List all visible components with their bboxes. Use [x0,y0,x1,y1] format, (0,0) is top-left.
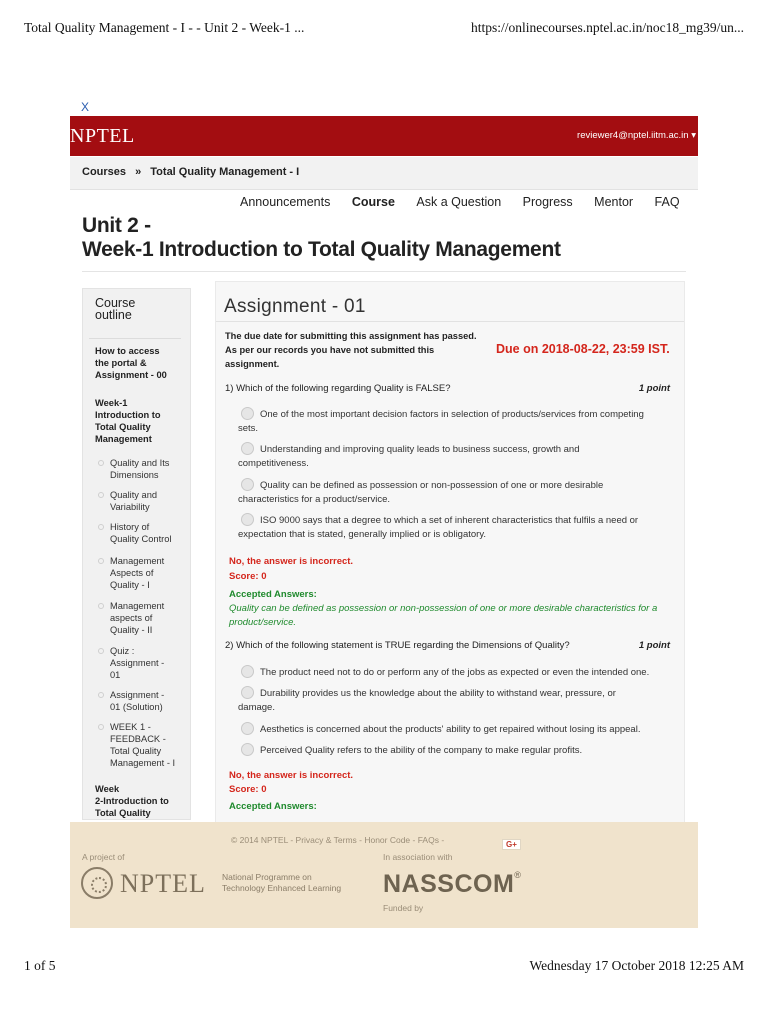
sidebar-item-quiz-assignment-01[interactable]: Quiz : Assignment - 01 [98,645,186,681]
course-outline-sidebar [82,288,191,820]
unit-title-line-2: Week-1 Introduction to Total Quality Management [82,238,561,261]
sidebar-section-how-to-access[interactable]: How to access the portal & Assignment - 00 [95,346,167,380]
footer-links[interactable]: © 2014 NPTEL - Privacy & Terms - Honor Code - FAQs - [231,835,445,845]
print-page-number: 1 of 5 [24,958,56,973]
sidebar-item-management-aspects-1[interactable]: Management Aspects of Quality - I [98,555,186,591]
print-datetime: Wednesday 17 October 2018 12:25 AM [529,958,744,973]
sidebar-item-quality-dimensions[interactable]: Quality and Its Dimensions [98,457,186,481]
radio-button[interactable] [241,686,254,699]
print-page-title: Total Quality Management - I - - Unit 2 - Week-1 ... [24,20,305,35]
question-2-points: 1 point [638,640,670,651]
assignment-divider [216,321,685,322]
question-2-score: Score: 0 [229,784,267,795]
assignment-panel [215,281,685,826]
print-page-url: https://onlinecourses.nptel.ac.in/noc18_mg39/un... [471,20,744,35]
question-1-option-3[interactable]: Quality can be defined as possession or non-possession of one or more desirable characteristics for a product/service. [238,480,604,505]
question-1-score: Score: 0 [229,571,267,582]
status-circle-icon [98,524,104,530]
unit-title-line-1: Unit 2 - [82,214,151,237]
sidebar-item-quality-variability[interactable]: Quality and Variability [98,489,186,513]
radio-button[interactable] [241,743,254,756]
status-circle-icon [98,648,104,654]
page-title [82,214,692,262]
title-divider [82,271,686,272]
breadcrumb [70,157,698,190]
nptel-logo[interactable]: NPTEL [70,125,135,147]
breadcrumb-current-course[interactable]: Total Quality Management - I [150,166,300,178]
radio-button[interactable] [241,722,254,735]
status-circle-icon [98,724,104,730]
question-1-points: 1 point [638,383,670,394]
question-2-accepted-label: Accepted Answers: [229,801,317,812]
breadcrumb-courses-link[interactable]: Courses [82,166,127,178]
breadcrumb-separator: » [135,166,142,178]
google-plus-icon[interactable]: G+ [502,839,521,850]
sidebar-item-history-quality-control[interactable]: History of Quality Control [98,521,186,545]
sidebar-divider [89,338,181,339]
nav-progress[interactable]: Progress [522,195,573,209]
user-menu[interactable]: reviewer4@nptel.iitm.ac.in ▾ [577,130,696,141]
question-2-option-2[interactable]: Durability provides us the knowledge about the ability to withstand wear, pressure, or damage. [238,688,616,713]
status-circle-icon [98,603,104,609]
question-1-option-1[interactable]: One of the most important decision factors in selection of products/services from competing sets. [238,409,644,434]
sidebar-item-week-1-feedback[interactable]: WEEK 1 - FEEDBACK - Total Quality Management - I [98,721,186,769]
status-circle-icon [98,460,104,466]
nptel-tagline: National Programme on Technology Enhanced Learning [222,872,342,893]
question-2-result: No, the answer is incorrect. [229,770,354,781]
sidebar-section-week-2[interactable]: Week 2-Introduction to Total Quality [95,784,169,818]
status-circle-icon [98,492,104,498]
print-footer [24,958,744,976]
question-2-option-1[interactable]: The product need not to do or perform any of the jobs as expected or even the intended one. [238,665,685,680]
question-1-accepted-label: Accepted Answers: [229,589,317,600]
nav-announcements[interactable]: Announcements [240,195,331,209]
radio-button[interactable] [241,665,254,678]
nav-mentor[interactable]: Mentor [594,195,634,209]
nav-faq[interactable]: FAQ [654,195,680,209]
sidebar-section-week-1[interactable]: Week-1 Introduction to Total Quality Management [95,398,161,444]
question-1-option-4[interactable]: ISO 9000 says that a degree to which a set of inherent characteristics that fulfils a need or expectation that is stated, generally implied or is obligatory. [238,515,639,540]
close-link[interactable]: X [81,100,90,114]
question-1-option-2[interactable]: Understanding and improving quality leads to business success, growth and competitiveness. [238,444,580,469]
radio-button[interactable] [241,407,254,420]
course-nav [240,195,698,209]
footer-nptel-logo: NPTEL [120,869,206,898]
course-outline-heading: Course outline [95,296,136,322]
status-circle-icon [98,692,104,698]
nptel-emblem-icon [81,867,113,899]
top-navbar [70,116,698,156]
sidebar-item-management-aspects-2[interactable]: Management aspects of Quality - II [98,600,186,636]
association-label: In association with [383,852,453,862]
question-1-result: No, the answer is incorrect. [229,556,354,567]
question-1-accepted-answer: Quality can be defined as possession or non-possession of one or more desirable characteristics for a product/service. [229,603,658,628]
assignment-title: Assignment - 01 [224,296,366,317]
nasscom-logo: NASSCOM® [383,870,522,898]
funded-by-label: Funded by [383,903,424,913]
question-2-option-4[interactable]: Perceived Quality refers to the ability of the company to make regular profits. [238,743,685,758]
status-circle-icon [98,558,104,564]
sidebar-item-assignment-solution[interactable]: Assignment - 01 (Solution) [98,689,186,713]
print-header [24,20,744,38]
site-footer [70,822,698,928]
nav-course[interactable]: Course [351,195,395,209]
question-2-option-3[interactable]: Aesthetics is concerned about the products' ability to get repaired without losing its appeal. [238,722,685,737]
due-date-passed-message: The due date for submitting this assignment has passed. As per our records you have not submitted this assignment. [225,331,477,369]
radio-button[interactable] [241,478,254,491]
nav-ask-question[interactable]: Ask a Question [416,195,502,209]
radio-button[interactable] [241,442,254,455]
question-1-text: 1) Which of the following regarding Quality is FALSE? 1 point [225,383,670,394]
due-date: Due on 2018-08-22, 23:59 IST. [496,342,670,356]
question-2-text: 2) Which of the following statement is TRUE regarding the Dimensions of Quality? 1 point [225,640,670,651]
project-of-label: A project of [82,852,125,862]
radio-button[interactable] [241,513,254,526]
